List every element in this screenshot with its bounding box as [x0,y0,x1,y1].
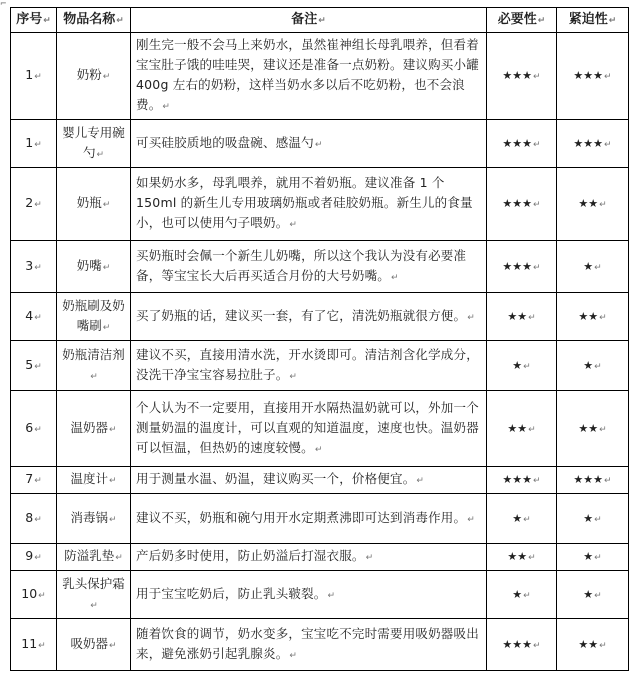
row-note: 产后奶多时使用，防止奶溢后打湿衣服。↵ [131,544,487,571]
row-necessity: ★↵ [487,494,557,544]
row-no: 4↵ [11,293,57,341]
table-anchor-mark: ⌐ [0,0,7,8]
row-item-name: 奶瓶刷及奶嘴刷↵ [57,293,131,341]
row-urgency: ★★★↵ [557,33,629,120]
row-item-name: 消毒锅↵ [57,494,131,544]
row-item-name: 温奶器↵ [57,391,131,467]
row-necessity: ★★↵ [487,544,557,571]
row-no: 8↵ [11,494,57,544]
row-urgency: ★↵ [557,544,629,571]
header-note: 备注↵ [131,8,487,33]
row-urgency: ★★★↵ [557,120,629,168]
header-urgency: 紧迫性↵ [557,8,629,33]
row-no: 5↵ [11,341,57,391]
row-no: 9↵ [11,544,57,571]
table-row [11,33,629,120]
row-necessity: ★★★↵ [487,33,557,120]
table-row [11,293,629,341]
row-note: 建议不买，奶瓶和碗勺用开水定期煮沸即可达到消毒作用。↵ [131,494,487,544]
table-header-row [11,8,629,33]
row-necessity: ★★★↵ [487,120,557,168]
row-no: 3↵ [11,241,57,293]
row-necessity: ★↵ [487,571,557,619]
row-necessity: ★★★↵ [487,168,557,241]
row-no: 7↵ [11,467,57,494]
row-necessity: ★★★↵ [487,467,557,494]
table-row [11,241,629,293]
table-row [11,544,629,571]
row-note: 可买硅胶质地的吸盘碗、感温勺↵ [131,120,487,168]
table-row [11,571,629,619]
row-no: 6↵ [11,391,57,467]
row-item-name: 奶粉↵ [57,33,131,120]
table-row [11,120,629,168]
row-item-name: 奶瓶清洁剂↵ [57,341,131,391]
row-urgency: ★↵ [557,241,629,293]
table-row [11,619,629,671]
row-item-name: 奶瓶↵ [57,168,131,241]
row-note: 买了奶瓶的话，建议买一套，有了它，清洗奶瓶就很方便。↵ [131,293,487,341]
baby-feeding-items-table [10,7,629,671]
row-note: 如果奶水多，母乳喂养，就用不着奶瓶。建议准备 1 个 150ml 的新生儿专用玻璃奶瓶或者硅胶奶瓶。新生儿的食量小，也可以使用勺子喂奶。↵ [131,168,487,241]
table-row [11,341,629,391]
row-necessity: ★↵ [487,341,557,391]
row-item-name: 婴儿专用碗勺↵ [57,120,131,168]
row-no: 1↵ [11,33,57,120]
row-item-name: 防溢乳垫↵ [57,544,131,571]
row-no: 10↵ [11,571,57,619]
row-urgency: ★★↵ [557,293,629,341]
table-row [11,168,629,241]
row-note: 建议不买，直接用清水洗，开水烫即可。清洁剂含化学成分，没洗干净宝宝容易拉肚子。↵ [131,341,487,391]
row-urgency: ★★↵ [557,619,629,671]
row-no: 1↵ [11,120,57,168]
row-necessity: ★★↵ [487,391,557,467]
row-note: 刚生完一般不会马上来奶水，虽然崔神组长母乳喂养，但看着宝宝肚子饿的哇哇哭，建议还是准备一点奶粉。建议购买小罐 400g 左右的奶粉，这样当奶水多以后不吃奶粉，也不会浪费。↵ [131,33,487,120]
table-row [11,391,629,467]
row-item-name: 奶嘴↵ [57,241,131,293]
row-note: 用于测量水温、奶温，建议购买一个，价格便宜。↵ [131,467,487,494]
row-no: 11↵ [11,619,57,671]
row-necessity: ★★★↵ [487,619,557,671]
row-necessity: ★★★↵ [487,241,557,293]
row-note: 用于宝宝吃奶后，防止乳头皲裂。↵ [131,571,487,619]
row-urgency: ★↵ [557,494,629,544]
header-necessity: 必要性↵ [487,8,557,33]
row-urgency: ★↵ [557,341,629,391]
row-no: 2↵ [11,168,57,241]
row-urgency: ★★↵ [557,168,629,241]
row-item-name: 温度计↵ [57,467,131,494]
row-necessity: ★★↵ [487,293,557,341]
table-row [11,494,629,544]
row-urgency: ★★★↵ [557,467,629,494]
header-name: 物品名称↵ [57,8,131,33]
row-urgency: ★★↵ [557,391,629,467]
row-note: 个人认为不一定要用，直接用开水隔热温奶就可以，外加一个测量奶温的温度计，可以直观的知道温度，速度也快。温奶器可以恒温，但热奶的速度较慢。↵ [131,391,487,467]
row-urgency: ★↵ [557,571,629,619]
row-item-name: 乳头保护霜↵ [57,571,131,619]
row-note: 买奶瓶时会佩一个新生儿奶嘴，所以这个我认为没有必要准备，等宝宝长大后再买适合月份的大号奶嘴。↵ [131,241,487,293]
row-item-name: 吸奶器↵ [57,619,131,671]
table-row [11,467,629,494]
row-note: 随着饮食的调节，奶水变多，宝宝吃不完时需要用吸奶器吸出来，避免涨奶引起乳腺炎。↵ [131,619,487,671]
header-no: 序号↵ [11,8,57,33]
